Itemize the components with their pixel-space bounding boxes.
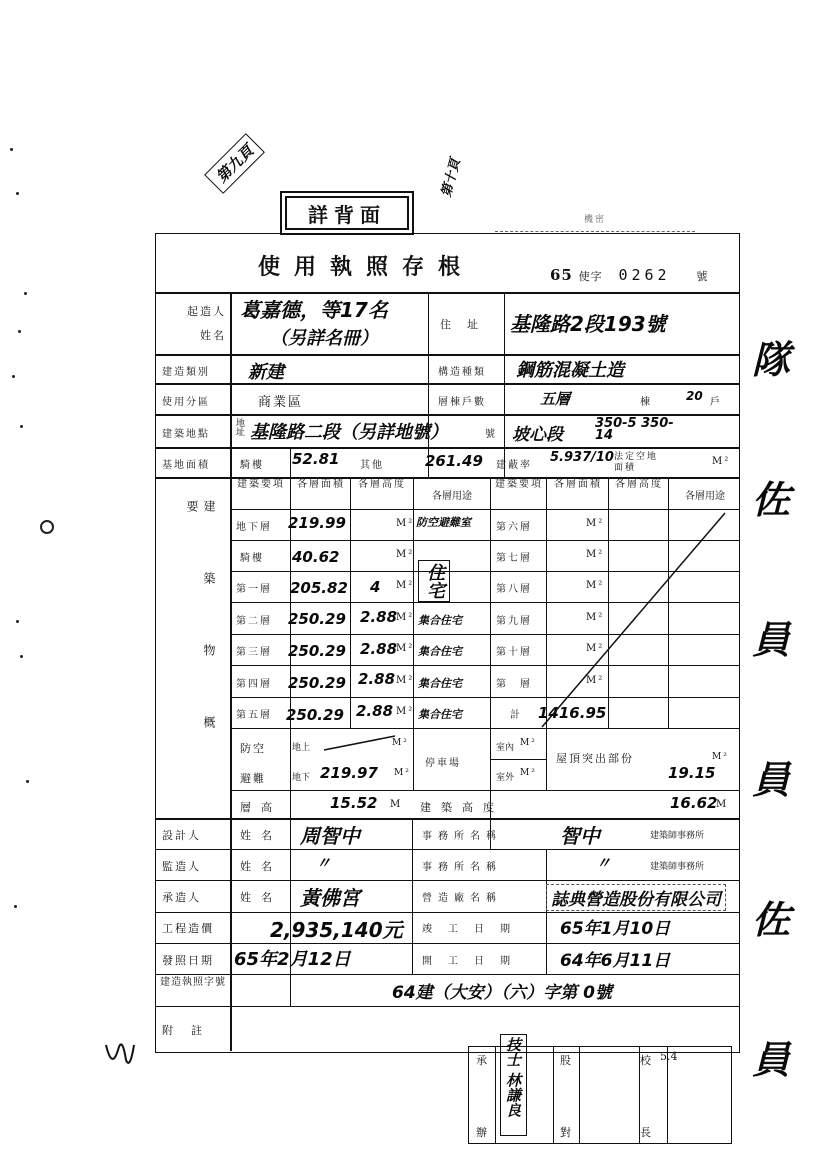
arcade-label: 騎樓 — [240, 460, 264, 471]
designer-label: 設計人 — [162, 829, 201, 842]
builder-label-top: 起造人 — [187, 305, 226, 318]
approval-b1: 承 — [476, 1054, 489, 1067]
start-label: 開工日期 — [422, 956, 526, 967]
shelter-below-value: 219.97 — [320, 764, 378, 782]
shelter-unit: M² — [394, 768, 411, 778]
arcade-value: 52.81 — [292, 450, 340, 468]
corner-note-left: 第九頁 — [204, 133, 265, 194]
contractor-firm-label: 營造廠名稱 — [422, 893, 502, 904]
supervisor-label: 監造人 — [162, 860, 201, 873]
rule — [230, 790, 740, 791]
rule — [155, 1006, 740, 1007]
site-no-label: 號 — [485, 429, 497, 440]
floor-area: 250.29 — [288, 674, 346, 692]
approval-b4: 股 — [560, 1054, 573, 1067]
floor-name: 第二層 — [236, 616, 272, 627]
address-label: 住址 — [440, 318, 494, 331]
floor-unit-right: M² — [586, 580, 605, 591]
building-type-label: 建造類別 — [162, 367, 210, 378]
scan-speck — [20, 655, 23, 658]
issue-label: 發照日期 — [162, 954, 214, 967]
approval-b7: 對 — [560, 1126, 573, 1139]
header-height: 各層高度 — [358, 479, 406, 490]
floor-height: 4 — [370, 578, 381, 596]
rule — [155, 974, 740, 975]
floor-unit: M² — [396, 518, 415, 529]
rule — [155, 383, 740, 385]
other-value: 261.49 — [425, 452, 483, 470]
shelter-label-bottom: 避難 — [240, 772, 266, 785]
floors-units-value: 20 — [686, 389, 703, 403]
site-value: 基隆路二段（另詳地號） — [250, 422, 448, 443]
rule — [412, 818, 413, 974]
floors-value: 五層 — [540, 390, 571, 408]
address-value: 基隆路2段193號 — [510, 312, 666, 336]
cost-value: 2,935,140元 — [270, 918, 403, 942]
building-height-label: 建築高度 — [420, 801, 504, 814]
header-use-right: 各層用途 — [685, 491, 725, 502]
approval-b8: 長 — [640, 1126, 653, 1139]
finish-label: 竣工日期 — [422, 924, 526, 935]
designer-name-label: 姓名 — [240, 829, 282, 842]
builder-label-bottom: 姓名 — [200, 329, 226, 342]
rule — [413, 728, 414, 790]
floor-unit-right: M² — [586, 675, 605, 686]
floor-unit: M² — [396, 675, 415, 686]
designer-office-suffix: 建築師事務所 — [650, 831, 705, 841]
scan-speck — [18, 330, 21, 333]
shelter-above-strike — [320, 732, 400, 752]
indoor-unit: M² — [520, 738, 537, 748]
floor-unit-right: M² — [586, 643, 605, 654]
floors-label: 層棟戶數 — [438, 397, 486, 408]
floor-area: 250.29 — [288, 642, 346, 660]
floor-use: 防空避難室 — [416, 516, 471, 529]
floor-name-right: 第七層 — [496, 553, 532, 564]
rule — [546, 728, 547, 790]
shelter-above-label: 地上 — [292, 743, 311, 753]
total-value: 1416.95 — [538, 704, 607, 722]
rule — [155, 849, 740, 850]
designer-office-label: 事務所名稱 — [422, 831, 502, 842]
floor-area: 250.29 — [286, 706, 344, 724]
floor-name: 騎樓 — [240, 553, 264, 564]
scan-speck — [16, 192, 19, 195]
right-margin-char: 隊 — [752, 338, 791, 382]
shelter-unit: M² — [392, 738, 409, 748]
approval-b3: 辦 — [476, 1126, 489, 1139]
floor-name: 第四層 — [236, 679, 272, 690]
header-items: 建築要項 — [237, 479, 285, 490]
roof-unit: M² — [712, 752, 729, 762]
zone-label: 使用分區 — [162, 397, 210, 408]
outdoor-unit: M² — [520, 768, 537, 778]
header-height-right: 各層高度 — [615, 479, 663, 490]
floor-area: 219.99 — [288, 514, 346, 532]
builder-value: 葛嘉德，等17名 — [240, 298, 388, 322]
header-area-right: 各層面積 — [554, 479, 602, 490]
rule — [350, 477, 351, 729]
floor-name: 第三層 — [236, 647, 272, 658]
area-label: 基地面積 — [162, 460, 210, 471]
contractor-label: 承造人 — [162, 891, 201, 904]
outdoor-label: 室外 — [496, 773, 515, 783]
floors-building: 棟 — [640, 397, 652, 408]
rule — [155, 447, 740, 449]
floor-name-right: 第 層 — [496, 679, 532, 690]
floor-area: 40.62 — [292, 548, 340, 566]
contractor-name-value: 黃佛宮 — [300, 886, 360, 910]
issue-value: 65年2月12日 — [234, 949, 351, 970]
other-label: 其他 — [360, 460, 384, 471]
floor-unit: M² — [396, 706, 415, 717]
header-area: 各層面積 — [297, 479, 345, 490]
rule — [155, 943, 740, 944]
floor-name-right: 第八層 — [496, 584, 532, 595]
floor-area: 250.29 — [288, 610, 346, 628]
right-margin-char: 員 — [752, 1038, 791, 1082]
scan-speck — [16, 620, 19, 623]
corner-note-right: 第十頁 — [439, 157, 464, 199]
floor-name: 第五層 — [236, 710, 272, 721]
rule — [290, 447, 291, 819]
form-title: 使用執照存根 — [258, 254, 475, 280]
license-suffix: 號 — [696, 270, 709, 283]
floor-height-label: 層高 — [240, 801, 282, 814]
floor-unit-right: M² — [586, 518, 605, 529]
site-sub: 地址 — [234, 418, 244, 436]
indoor-label: 室內 — [496, 743, 515, 753]
supervisor-office-suffix: 建築師事務所 — [650, 862, 705, 872]
floor-height: 2.88 — [356, 702, 394, 720]
floor-height-unit: M — [390, 799, 401, 810]
start-value: 64年6月11日 — [560, 951, 671, 971]
shelter-below-label: 地下 — [292, 773, 311, 783]
floor-unit: M² — [396, 643, 415, 654]
header-items-right: 建築要項 — [495, 479, 543, 490]
floor-height: 2.88 — [360, 640, 398, 658]
floor-height: 2.88 — [358, 670, 396, 688]
rule — [546, 849, 547, 974]
supervisor-office-label: 事務所名稱 — [422, 862, 502, 873]
parking-label: 停車場 — [425, 758, 461, 769]
rule — [155, 354, 740, 356]
rule — [155, 818, 740, 820]
roof-label: 屋頂突出部份 — [556, 752, 634, 765]
supervisor-name-value: 〃 — [316, 854, 332, 872]
floor-unit: M² — [396, 612, 415, 623]
scan-speck — [10, 148, 13, 151]
right-margin-char: 佐 — [752, 898, 791, 942]
floor-name: 地下層 — [236, 522, 272, 533]
scan-speck — [24, 292, 27, 295]
floor-unit: M² — [396, 580, 415, 591]
structure-value: 鋼筋混凝土造 — [516, 360, 624, 381]
building-height-unit: M — [716, 799, 727, 810]
header-use: 各層用途 — [432, 491, 472, 502]
floor-use: 集合住宅 — [418, 645, 462, 658]
site-label: 建築地點 — [162, 429, 210, 440]
shelter-label-top: 防空 — [240, 742, 266, 755]
contractor-firm-value: 誌典營造股份有限公司 — [546, 884, 726, 911]
rule — [428, 292, 429, 478]
faint-stamp: 機密 — [495, 205, 695, 232]
right-margin-notes — [752, 290, 812, 1130]
supervisor-office-value: 〃 — [596, 854, 612, 872]
floor-name-right: 第九層 — [496, 616, 532, 627]
floor-name-right: 第十層 — [496, 647, 532, 658]
license-number-value: 0262 — [618, 266, 671, 284]
structure-label: 構造種類 — [438, 367, 486, 378]
rule — [413, 477, 414, 729]
supervisor-name-label: 姓名 — [240, 860, 282, 873]
floor-use: 集合住宅 — [418, 677, 462, 690]
rule — [290, 818, 291, 1006]
floor-name-right: 計 — [510, 710, 522, 721]
margin-signature — [100, 1025, 140, 1075]
scan-speck — [20, 425, 23, 428]
right-margin-char: 佐 — [752, 478, 791, 522]
designer-office-value: 智中 — [560, 824, 600, 848]
notes-label: 附註 — [162, 1024, 220, 1037]
permit-value: 64建（大安）（六）字第 0號 — [392, 983, 612, 1003]
rule — [155, 880, 740, 881]
floor-name: 第一層 — [236, 584, 272, 595]
approval-date: 5.4 — [660, 1050, 678, 1063]
scan-speck — [26, 780, 29, 783]
rule — [504, 292, 505, 478]
cost-label: 工程造價 — [162, 922, 214, 935]
building-type-value: 新建 — [248, 362, 284, 383]
building-height-value: 16.62 — [670, 794, 718, 812]
rule — [490, 477, 491, 849]
footprint-value: 5.937/10 — [550, 450, 614, 465]
zone-value: 商業區 — [258, 395, 304, 410]
floor-use: 集合住宅 — [418, 708, 462, 721]
permit-label: 建造執照字號 — [160, 977, 226, 988]
right-margin-char: 員 — [752, 618, 791, 662]
approval-seal: 技士 林謙良 — [500, 1034, 527, 1136]
license-number — [550, 266, 708, 284]
floor-unit-right: M² — [586, 612, 605, 623]
approval-b6: 校 — [640, 1054, 653, 1067]
rule — [490, 759, 546, 760]
legal-open-label: 法定空地面積 — [614, 452, 659, 473]
floor-height: 2.88 — [360, 608, 398, 626]
designer-name-value: 周智中 — [300, 824, 360, 848]
footprint-label: 建蔽率 — [496, 460, 532, 471]
lot-number: 350-5 350-14 — [595, 416, 674, 443]
detail-back-stamp: 詳背面 — [285, 196, 409, 230]
floor-use: 住宅 — [418, 560, 450, 602]
finish-value: 65年1月10日 — [560, 919, 671, 939]
scan-speck — [40, 520, 54, 534]
builder-value-secondary: （另詳名冊） — [270, 328, 378, 349]
floor-unit: M² — [396, 549, 415, 560]
license-prefix: 使字 — [578, 270, 603, 283]
void-strike — [540, 505, 740, 730]
license-year: 65 — [550, 266, 573, 284]
scan-speck — [14, 905, 17, 908]
floor-height-value: 15.52 — [330, 794, 378, 812]
floor-name-right: 第六層 — [496, 522, 532, 533]
building-overview-label: 建築物概要 — [185, 500, 216, 788]
lot-value: 坡心段 — [512, 425, 563, 445]
right-margin-char: 員 — [752, 758, 791, 802]
area-unit: M² — [712, 456, 731, 467]
floors-units: 戶 — [710, 397, 722, 408]
rule — [155, 912, 740, 913]
floor-area: 205.82 — [290, 579, 348, 597]
rule — [230, 292, 232, 1051]
floor-unit-right: M² — [586, 549, 605, 560]
roof-value: 19.15 — [668, 764, 716, 782]
scan-speck — [12, 375, 15, 378]
floor-use: 集合住宅 — [418, 614, 462, 627]
contractor-name-label: 姓名 — [240, 891, 282, 904]
